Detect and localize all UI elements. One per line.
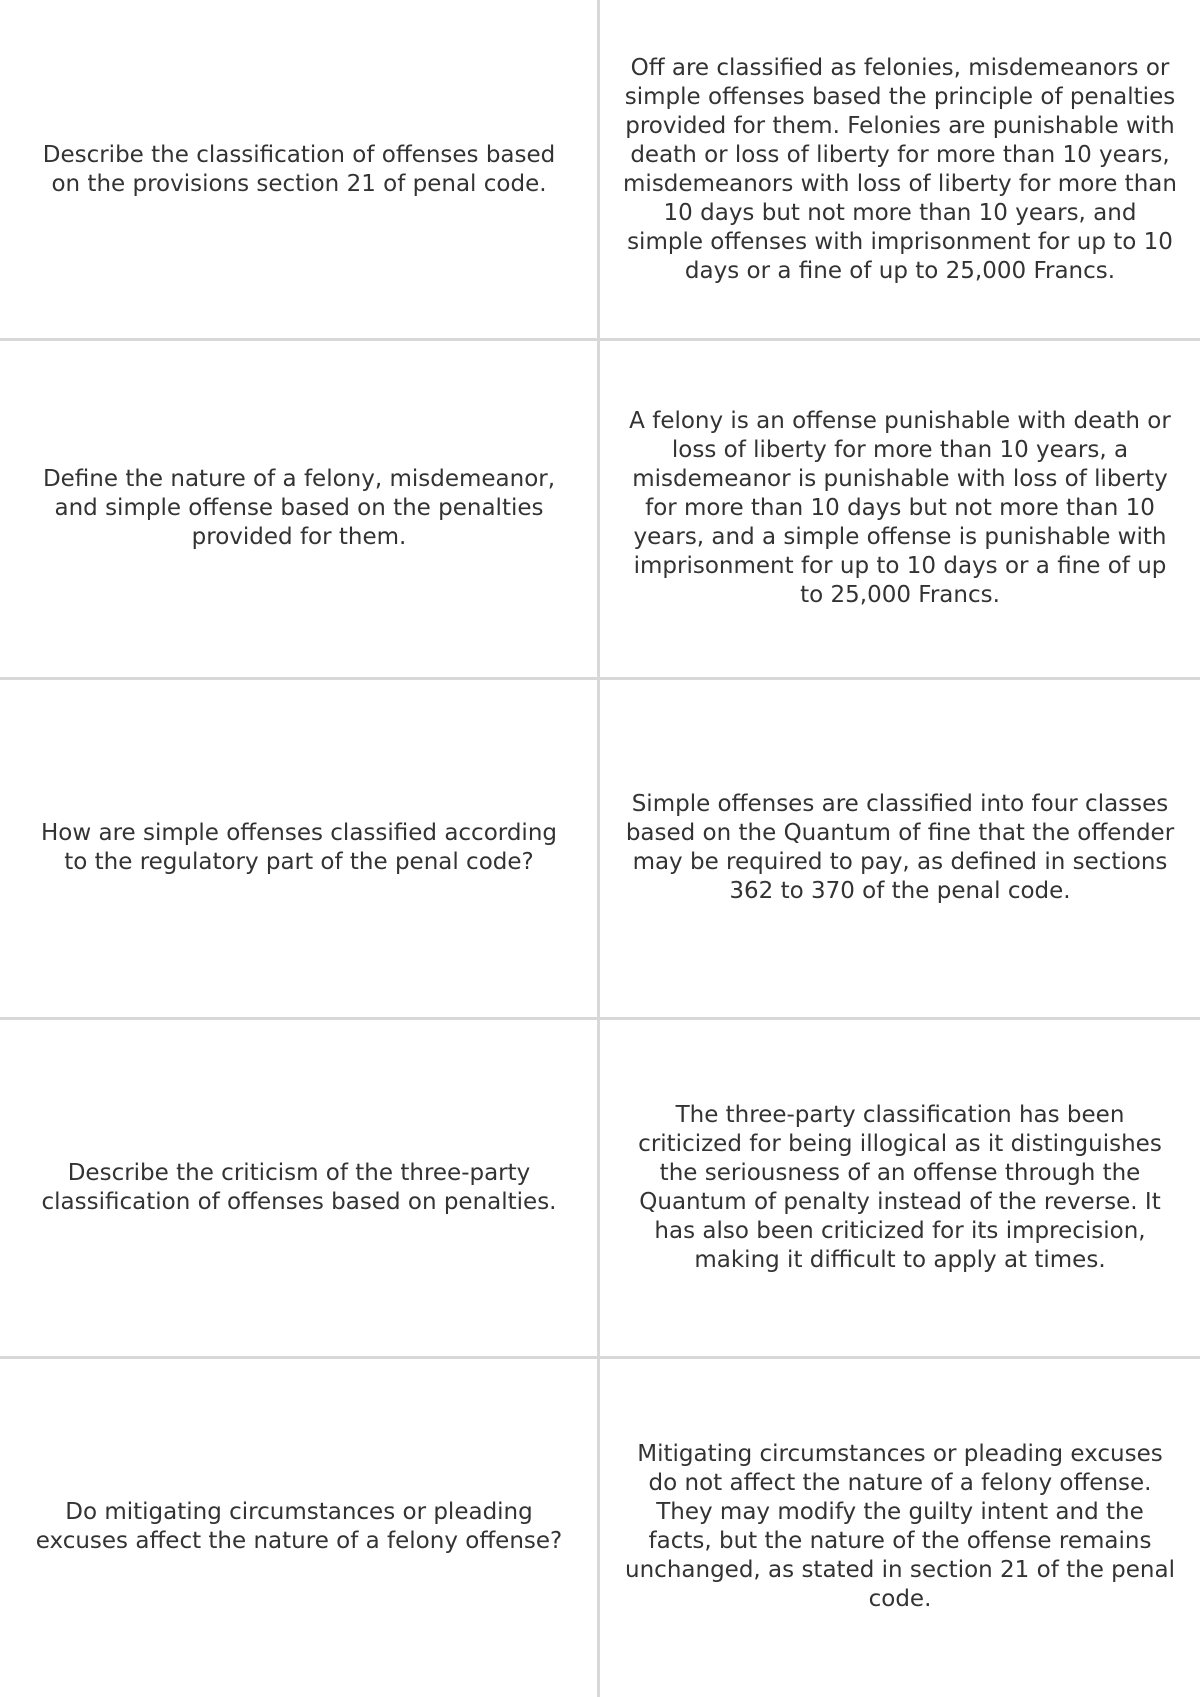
flashcard-row xyxy=(0,1357,1200,1696)
answer-cell xyxy=(598,0,1200,339)
row-divider xyxy=(0,1017,1200,1020)
answer-cell xyxy=(598,1018,1200,1357)
answer-text: The three-party classification has been criticized for being illogical as it distinguishes the seriousness of an offense through the Quantum of penalty instead of the reverse. It has also been criticized for its imprecision, making it difficult to apply at times. xyxy=(638,1101,1162,1273)
flashcard-row xyxy=(0,339,1200,678)
question-cell xyxy=(0,678,598,1017)
row-divider xyxy=(0,677,1200,680)
row-divider xyxy=(0,338,1200,341)
answer-text: Off are classified as felonies, misdemeanors or simple offenses based the principle of penalties provided for them. Felonies are punishable with death or loss of liberty for more than 10 years, misdemeanors with loss of liberty for more than 10 days but not more than 10 years, and simple offenses with imprisonment for up to 10 days or a fine of up to 25,000 Francs. xyxy=(623,54,1177,284)
answer-cell xyxy=(598,678,1200,1017)
question-cell xyxy=(0,339,598,678)
flashcard-row xyxy=(0,678,1200,1017)
question-cell xyxy=(0,1357,598,1696)
answer-text: Simple offenses are classified into four classes based on the Quantum of fine that the offender may be required to pay, as defined in sections 362 to 370 of the penal code. xyxy=(625,790,1175,904)
question-text: Define the nature of a felony, misdemeanor, and simple offense based on the penalties provided for them. xyxy=(42,466,556,550)
question-text: Describe the criticism of the three-party classification of offenses based on penalties. xyxy=(41,1159,557,1215)
question-text: How are simple offenses classified according to the regulatory part of the penal code? xyxy=(40,819,557,875)
question-cell xyxy=(0,1018,598,1357)
row-divider xyxy=(0,1356,1200,1359)
question-cell xyxy=(0,0,598,339)
question-text: Describe the classification of offenses based on the provisions section 21 of penal code. xyxy=(42,141,556,197)
answer-text: A felony is an offense punishable with death or loss of liberty for more than 10 years, a misdemeanor is punishable with loss of liberty for more than 10 days but not more than 10 years, and a simple offense is punishable with imprisonment for up to 10 days or a fine of up to 25,000 Francs. xyxy=(629,408,1171,608)
flashcard-row xyxy=(0,0,1200,339)
question-text: Do mitigating circumstances or pleading excuses affect the nature of a felony offense? xyxy=(35,1498,563,1554)
answer-text: Mitigating circumstances or pleading excuses do not affect the nature of a felony offense. They may modify the guilty intent and the facts, but the nature of the offense remains unchanged, as stated in section 21 of the penal code. xyxy=(625,1440,1175,1612)
answer-cell xyxy=(598,339,1200,678)
flashcard-row xyxy=(0,1018,1200,1357)
answer-cell xyxy=(598,1357,1200,1696)
column-divider xyxy=(597,0,600,1697)
